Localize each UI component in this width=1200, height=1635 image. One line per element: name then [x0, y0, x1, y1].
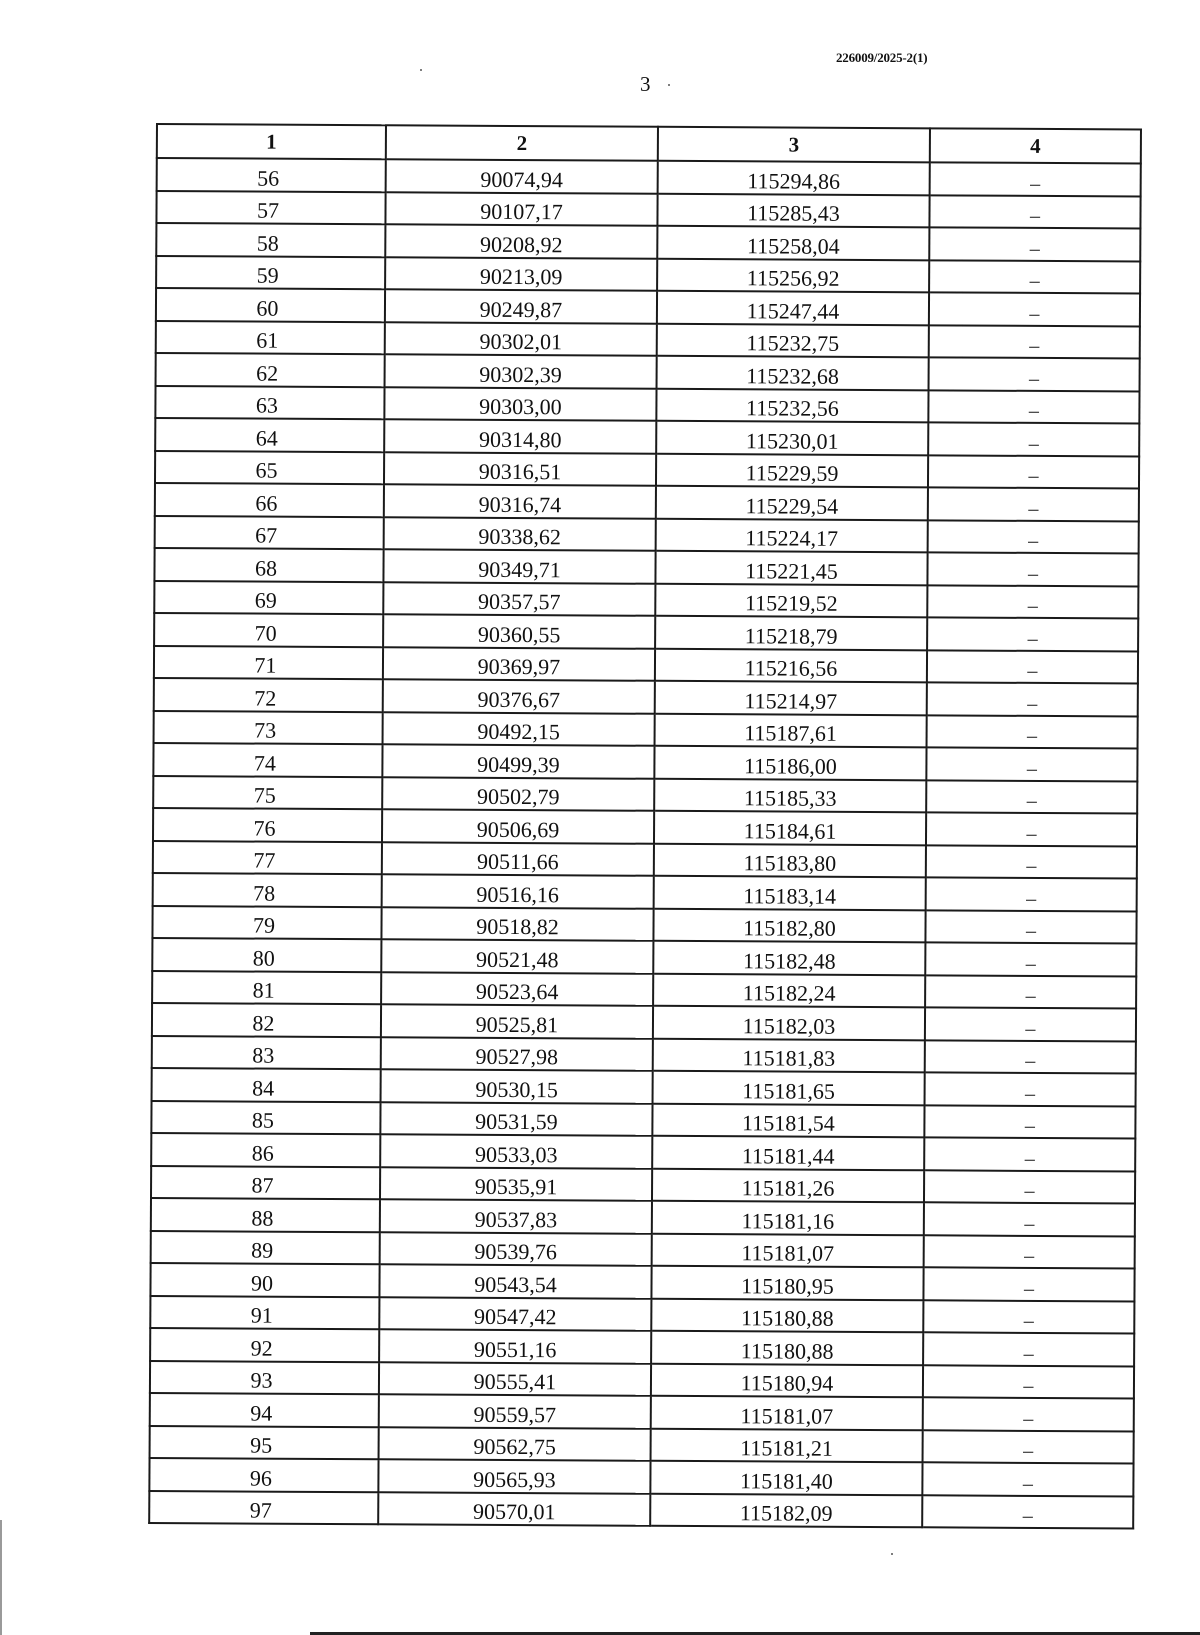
table-row: [151, 1100, 1135, 1138]
x-coordinate-cell: 90547,42: [379, 1297, 651, 1331]
note-cell: –: [926, 812, 1137, 846]
note-cell: –: [924, 1202, 1135, 1236]
point-number-cell: 92: [150, 1328, 379, 1362]
note-cell: –: [926, 845, 1137, 879]
y-coordinate-cell: 115182,48: [653, 941, 925, 975]
point-number-cell: 64: [155, 418, 384, 452]
note-cell: –: [924, 1137, 1135, 1171]
point-number-cell: 77: [153, 840, 382, 874]
page-number: 3: [640, 72, 651, 96]
note-cell: –: [925, 1040, 1136, 1074]
y-coordinate-cell: 115247,44: [657, 291, 929, 325]
table-row: [153, 808, 1137, 846]
note-cell: –: [923, 1397, 1134, 1431]
table-row: [156, 321, 1140, 359]
x-coordinate-cell: 90521,48: [381, 939, 653, 973]
y-coordinate-cell: 115180,95: [651, 1266, 923, 1300]
scan-speck: [668, 84, 670, 86]
y-coordinate-cell: 115181,16: [652, 1201, 924, 1235]
note-cell: –: [929, 195, 1140, 229]
x-coordinate-cell: 90551,16: [379, 1329, 651, 1363]
note-cell: –: [924, 1105, 1135, 1139]
x-coordinate-cell: 90357,57: [383, 582, 655, 616]
table-header-row: [157, 124, 1141, 163]
table-row: [151, 1133, 1135, 1171]
note-cell: –: [928, 422, 1139, 456]
y-coordinate-cell: 115180,94: [651, 1363, 923, 1397]
table-row: [150, 1328, 1134, 1366]
note-cell: –: [923, 1332, 1134, 1366]
table-row: [154, 548, 1138, 586]
x-coordinate-cell: 90349,71: [383, 549, 655, 583]
y-coordinate-cell: 115187,61: [655, 713, 927, 747]
table-row: [153, 840, 1137, 878]
y-coordinate-cell: 115181,21: [651, 1428, 923, 1462]
x-coordinate-cell: 90208,92: [385, 224, 657, 258]
point-number-cell: 85: [151, 1100, 380, 1134]
note-cell: –: [929, 357, 1140, 391]
y-coordinate-cell: 115181,40: [650, 1461, 922, 1495]
point-number-cell: 78: [153, 873, 382, 907]
y-coordinate-cell: 115221,45: [655, 551, 927, 585]
point-number-cell: 59: [156, 256, 385, 290]
note-cell: –: [927, 715, 1138, 749]
column-header: 3: [658, 127, 930, 163]
x-coordinate-cell: 90492,15: [383, 712, 655, 746]
point-number-cell: 74: [153, 743, 382, 777]
point-number-cell: 65: [155, 451, 384, 485]
table-row: [151, 1230, 1135, 1268]
note-cell: –: [925, 910, 1136, 944]
y-coordinate-cell: 115182,24: [653, 973, 925, 1007]
y-coordinate-cell: 115285,43: [657, 193, 929, 227]
table-row: [153, 873, 1137, 911]
note-cell: –: [925, 1007, 1136, 1041]
table-body: [149, 158, 1141, 1528]
note-cell: –: [929, 325, 1140, 359]
x-coordinate-cell: 90565,93: [378, 1459, 650, 1493]
table-row: [151, 1198, 1135, 1236]
note-cell: –: [923, 1300, 1134, 1334]
point-number-cell: 58: [156, 223, 385, 257]
note-cell: –: [928, 455, 1139, 489]
note-cell: –: [928, 520, 1139, 554]
table-row: [155, 418, 1139, 456]
point-number-cell: 62: [156, 353, 385, 387]
point-number-cell: 63: [155, 386, 384, 420]
x-coordinate-cell: 90107,17: [385, 192, 657, 226]
table-row: [152, 1003, 1136, 1041]
x-coordinate-cell: 90518,82: [381, 907, 653, 941]
y-coordinate-cell: 115232,56: [656, 388, 928, 422]
note-cell: –: [927, 585, 1138, 619]
table-row: [154, 580, 1138, 618]
table-row: [152, 1035, 1136, 1073]
point-number-cell: 68: [154, 548, 383, 582]
table-row: [149, 1490, 1133, 1528]
point-number-cell: 69: [154, 580, 383, 614]
x-coordinate-cell: 90531,59: [380, 1102, 652, 1136]
point-number-cell: 90: [150, 1263, 379, 1297]
table-row: [151, 1165, 1135, 1203]
y-coordinate-cell: 115256,92: [657, 258, 929, 292]
y-coordinate-cell: 115182,09: [650, 1493, 922, 1527]
table-row: [156, 191, 1140, 229]
x-coordinate-cell: 90555,41: [379, 1362, 651, 1396]
note-cell: –: [925, 1072, 1136, 1106]
y-coordinate-cell: 115219,52: [655, 583, 927, 617]
note-cell: –: [929, 260, 1140, 294]
point-number-cell: 56: [157, 158, 386, 192]
table-row: [150, 1393, 1134, 1431]
table-row: [154, 613, 1138, 651]
y-coordinate-cell: 115182,80: [653, 908, 925, 942]
coordinates-table: [148, 123, 1142, 1529]
y-coordinate-cell: 115186,00: [654, 746, 926, 780]
point-number-cell: 82: [152, 1003, 381, 1037]
table-row: [154, 678, 1138, 716]
y-coordinate-cell: 115232,75: [657, 323, 929, 357]
point-number-cell: 70: [154, 613, 383, 647]
point-number-cell: 91: [150, 1295, 379, 1329]
x-coordinate-cell: 90360,55: [383, 614, 655, 648]
y-coordinate-cell: 115232,68: [657, 356, 929, 390]
y-coordinate-cell: 115230,01: [656, 421, 928, 455]
table-row: [155, 451, 1139, 489]
y-coordinate-cell: 115181,26: [652, 1168, 924, 1202]
y-coordinate-cell: 115181,65: [653, 1071, 925, 1105]
table-row: [150, 1360, 1134, 1398]
point-number-cell: 73: [154, 710, 383, 744]
note-cell: –: [923, 1365, 1134, 1399]
scan-edge: [0, 1520, 2, 1635]
point-number-cell: 94: [150, 1393, 379, 1427]
point-number-cell: 72: [154, 678, 383, 712]
scan-speck: [891, 1553, 893, 1555]
x-coordinate-cell: 90525,81: [381, 1004, 653, 1038]
note-cell: –: [929, 292, 1140, 326]
y-coordinate-cell: 115181,83: [653, 1038, 925, 1072]
table-row: [150, 1425, 1134, 1463]
y-coordinate-cell: 115185,33: [654, 778, 926, 812]
y-coordinate-cell: 115180,88: [651, 1331, 923, 1365]
x-coordinate-cell: 90535,91: [380, 1167, 652, 1201]
note-cell: –: [925, 942, 1136, 976]
coordinates-table-container: [148, 123, 1140, 1529]
y-coordinate-cell: 115184,61: [654, 811, 926, 845]
x-coordinate-cell: 90516,16: [382, 874, 654, 908]
x-coordinate-cell: 90562,75: [379, 1427, 651, 1461]
point-number-cell: 60: [156, 288, 385, 322]
y-coordinate-cell: 115216,56: [655, 648, 927, 682]
x-coordinate-cell: 90506,69: [382, 809, 654, 843]
y-coordinate-cell: 115229,54: [656, 486, 928, 520]
table-row: [155, 483, 1139, 521]
point-number-cell: 79: [152, 905, 381, 939]
table-row: [152, 938, 1136, 976]
y-coordinate-cell: 115224,17: [656, 518, 928, 552]
table-row: [156, 353, 1140, 391]
x-coordinate-cell: 90559,57: [379, 1394, 651, 1428]
table-row: [152, 970, 1136, 1008]
y-coordinate-cell: 115181,44: [652, 1136, 924, 1170]
point-number-cell: 96: [149, 1458, 378, 1492]
note-cell: –: [922, 1462, 1133, 1496]
note-cell: –: [925, 975, 1136, 1009]
x-coordinate-cell: 90499,39: [382, 744, 654, 778]
point-number-cell: 75: [153, 775, 382, 809]
y-coordinate-cell: 115229,59: [656, 453, 928, 487]
note-cell: –: [924, 1235, 1135, 1269]
note-cell: –: [927, 682, 1138, 716]
note-cell: –: [923, 1430, 1134, 1464]
point-number-cell: 88: [151, 1198, 380, 1232]
point-number-cell: 57: [156, 191, 385, 225]
table-row: [150, 1295, 1134, 1333]
x-coordinate-cell: 90527,98: [381, 1037, 653, 1071]
table-row: [154, 645, 1138, 683]
column-header: 2: [386, 125, 658, 161]
point-number-cell: 86: [151, 1133, 380, 1167]
x-coordinate-cell: 90316,74: [384, 484, 656, 518]
x-coordinate-cell: 90302,01: [385, 322, 657, 356]
x-coordinate-cell: 90316,51: [384, 452, 656, 486]
y-coordinate-cell: 115181,54: [652, 1103, 924, 1137]
note-cell: –: [927, 650, 1138, 684]
table-row: [153, 775, 1137, 813]
x-coordinate-cell: 90302,39: [385, 354, 657, 388]
note-cell: –: [926, 877, 1137, 911]
note-cell: –: [930, 162, 1141, 196]
point-number-cell: 76: [153, 808, 382, 842]
table-row: [153, 743, 1137, 781]
note-cell: –: [927, 552, 1138, 586]
x-coordinate-cell: 90074,94: [386, 159, 658, 193]
point-number-cell: 61: [156, 321, 385, 355]
y-coordinate-cell: 115181,07: [652, 1233, 924, 1267]
note-cell: –: [929, 227, 1140, 261]
x-coordinate-cell: 90502,79: [382, 777, 654, 811]
table-row: [156, 223, 1140, 261]
x-coordinate-cell: 90249,87: [385, 289, 657, 323]
table-row: [154, 710, 1138, 748]
column-header: 4: [930, 128, 1141, 163]
point-number-cell: 81: [152, 970, 381, 1004]
point-number-cell: 87: [151, 1165, 380, 1199]
x-coordinate-cell: 90570,01: [378, 1492, 650, 1526]
point-number-cell: 66: [155, 483, 384, 517]
note-cell: –: [926, 780, 1137, 814]
column-header: 1: [157, 124, 386, 159]
document-reference-number: 226009/2025-2(1): [836, 50, 928, 65]
point-number-cell: 84: [152, 1068, 381, 1102]
x-coordinate-cell: 90376,67: [383, 679, 655, 713]
y-coordinate-cell: 115180,88: [651, 1298, 923, 1332]
note-cell: –: [922, 1495, 1133, 1529]
point-number-cell: 83: [152, 1035, 381, 1069]
x-coordinate-cell: 90539,76: [380, 1232, 652, 1266]
point-number-cell: 67: [155, 515, 384, 549]
x-coordinate-cell: 90523,64: [381, 972, 653, 1006]
note-cell: –: [928, 390, 1139, 424]
table-row: [152, 905, 1136, 943]
y-coordinate-cell: 115294,86: [658, 161, 930, 195]
y-coordinate-cell: 115218,79: [655, 616, 927, 650]
y-coordinate-cell: 115183,14: [654, 876, 926, 910]
point-number-cell: 71: [154, 645, 383, 679]
y-coordinate-cell: 115183,80: [654, 843, 926, 877]
note-cell: –: [924, 1170, 1135, 1204]
scan-speck: [420, 69, 422, 71]
x-coordinate-cell: 90213,09: [385, 257, 657, 291]
table-row: [156, 288, 1140, 326]
y-coordinate-cell: 115182,03: [653, 1006, 925, 1040]
table-row: [149, 1458, 1133, 1496]
table-row: [156, 256, 1140, 294]
table-row: [155, 515, 1139, 553]
x-coordinate-cell: 90303,00: [384, 387, 656, 421]
x-coordinate-cell: 90533,03: [380, 1134, 652, 1168]
point-number-cell: 93: [150, 1360, 379, 1394]
x-coordinate-cell: 90369,97: [383, 647, 655, 681]
x-coordinate-cell: 90543,54: [379, 1264, 651, 1298]
point-number-cell: 89: [151, 1230, 380, 1264]
note-cell: –: [928, 487, 1139, 521]
note-cell: –: [926, 747, 1137, 781]
note-cell: –: [927, 617, 1138, 651]
x-coordinate-cell: 90314,80: [384, 419, 656, 453]
table-row: [150, 1263, 1134, 1301]
x-coordinate-cell: 90511,66: [382, 842, 654, 876]
table-row: [155, 386, 1139, 424]
point-number-cell: 95: [150, 1425, 379, 1459]
table-row: [157, 158, 1141, 196]
x-coordinate-cell: 90530,15: [381, 1069, 653, 1103]
y-coordinate-cell: 115258,04: [657, 226, 929, 260]
y-coordinate-cell: 115181,07: [651, 1396, 923, 1430]
y-coordinate-cell: 115214,97: [655, 681, 927, 715]
point-number-cell: 80: [152, 938, 381, 972]
x-coordinate-cell: 90537,83: [380, 1199, 652, 1233]
x-coordinate-cell: 90338,62: [384, 517, 656, 551]
note-cell: –: [923, 1267, 1134, 1301]
point-number-cell: 97: [149, 1490, 378, 1524]
table-row: [152, 1068, 1136, 1106]
